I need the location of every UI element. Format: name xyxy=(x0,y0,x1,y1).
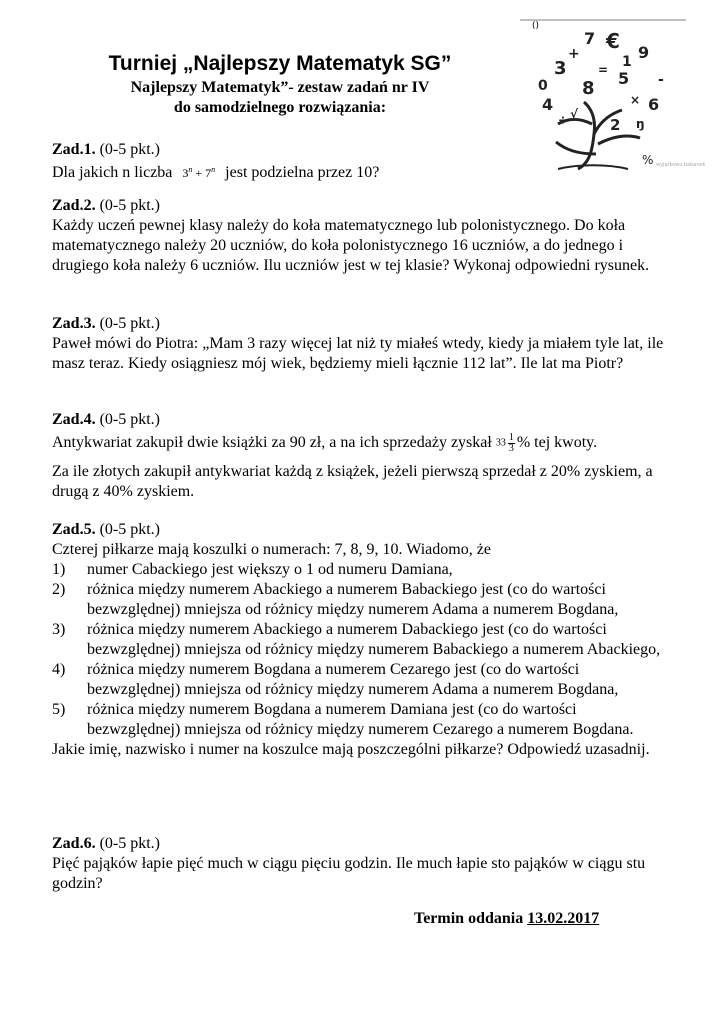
subtitle-line-2: do samodzielnego rozwiązania: xyxy=(173,99,387,116)
task-points: (0-5 pkt.) xyxy=(99,521,161,538)
task-points: (0-5 pkt.) xyxy=(99,197,161,214)
deadline-label: Termin oddania xyxy=(414,910,524,927)
list-item: 5) różnica między numerem Bogdana a numerem Damiana jest (co do wartości bezwzględnej) mniejsza od różnicy między numerem Cezarego a numerem Bogdana. xyxy=(52,701,634,738)
logo-glyph: + xyxy=(568,46,580,62)
logo-glyph: - xyxy=(658,72,664,88)
logo-glyph: 2 xyxy=(610,116,621,134)
logo-glyph: 8 xyxy=(582,78,595,99)
task-points: (0-5 pkt.) xyxy=(99,411,161,428)
task-points: (0-5 pkt.) xyxy=(99,141,161,158)
task-text: Każdy uczeń pewnej klasy należy do koła matematycznego lub polonistycznego. Do koła matematycznego należy 20 uczniów, do koła polonistycznego 16 uczniów, a do jednego i drugiego koła należy 6 uczniów. Ilu uczniów jest w tej klasie? Wykonaj odpowiedni rysunek. xyxy=(52,217,650,274)
task-6 xyxy=(52,834,672,894)
task-text: Za ile złotych zakupił antykwariat każdą z książek, jeżeli pierwszą sprzedał z 20% zyskiem, a drugą z 40% zyskiem. xyxy=(52,463,653,501)
logo-glyph: 7 xyxy=(584,29,596,48)
task-3 xyxy=(52,314,672,374)
logo-glyph: = xyxy=(598,63,609,77)
logo-glyph: √ xyxy=(570,107,579,121)
list-item: 3) różnica między numerem Abackiego a numerem Dabackiego jest (co do wartości bezwzględnej) mniejsza od różnicy między numerem Babackiego a numerem Abackiego, xyxy=(52,621,661,658)
logo-glyph: € xyxy=(606,29,620,53)
task-label: Zad.2. xyxy=(52,197,96,214)
task-label: Zad.4. xyxy=(52,411,96,428)
task-text: Antykwariat zakupił dwie książki za 90 zł, a na ich sprzedaży zyskał xyxy=(52,434,492,451)
mixed-number-whole: 33 xyxy=(495,437,506,449)
logo-glyph: 9 xyxy=(638,43,650,62)
task-points: (0-5 pkt.) xyxy=(99,315,161,332)
task-label: Zad.3. xyxy=(52,315,96,332)
logo-glyph: 4 xyxy=(542,95,554,114)
task-points: (0-5 pkt.) xyxy=(99,835,161,852)
deadline xyxy=(414,910,599,928)
list-item: 1) numer Cabackiego jest większy o 1 od numeru Damiana, xyxy=(52,561,453,578)
task-text: Dla jakich n liczba xyxy=(52,164,173,181)
logo-percent-glyph: % xyxy=(642,153,654,167)
subtitle-line-1: Najlepszy Matematyk”- zestaw zadań nr IV xyxy=(130,79,430,96)
task-1 xyxy=(52,140,672,183)
logo-watermark: wyjątkowo.babanek xyxy=(656,162,706,168)
tree-canopy-digits xyxy=(538,29,664,134)
page-subtitle xyxy=(90,78,470,118)
task-5 xyxy=(52,520,672,760)
list-item: 4) różnica między numerem Bogdana a numerem Cezarego jest (co do wartości bezwzględnej) mniejsza od różnicy między numerem Adama a numerem Bogdana, xyxy=(52,661,619,698)
task-2 xyxy=(52,196,672,276)
task-4 xyxy=(52,410,672,502)
page-title: Turniej „Najlepszy Matematyk SG” xyxy=(108,52,452,75)
task-text: Paweł mówi do Piotra: „Mam 3 razy więcej lat niż ty miałeś wtedy, kiedy ja miałem tyle lat, ile masz teraz. Kiedy osiągniesz mój wiek, będziemy mieli łącznie 112 lat”. Ile lat ma Piotr? xyxy=(52,335,664,372)
task-text: % tej kwoty. xyxy=(516,434,598,451)
logo-glyph: 1 xyxy=(622,54,632,70)
logo-glyph: ŋ xyxy=(636,117,645,131)
task-label: Zad.5. xyxy=(52,521,96,538)
math-expression: 3$^n$ + 7$^n$ xyxy=(182,165,216,180)
logo-glyph: ÷ xyxy=(558,113,569,127)
task-outro: Jakie imię, nazwisko i numer na koszulce mają poszczególni piłkarze? Odpowiedź uzasadnij. xyxy=(52,741,650,758)
task-intro: Czterej piłkarze mają koszulki o numerach: 7, 8, 9, 10. Wiadomo, że xyxy=(52,541,491,558)
task-label: Zad.6. xyxy=(52,835,96,852)
list-item: 2) różnica między numerem Abackiego a numerem Babackiego jest (co do wartości bezwzględnej) mniejsza od różnicy między numerem Adama a numerem Bogdana, xyxy=(52,581,619,618)
logo-glyph: 6 xyxy=(648,95,660,114)
logo-glyph: 3 xyxy=(554,58,567,79)
logo-glyph: × xyxy=(630,93,641,107)
task-label: Zad.1. xyxy=(52,141,96,158)
task-text: Pięć pająków łapie pięć much w ciągu pięciu godzin. Ile much łapie sto pająków w ciągu stu godzin? xyxy=(52,855,646,892)
mixed-number-fraction: $\frac{1}{3}$ xyxy=(508,431,514,454)
logo-glyph: 0 xyxy=(538,78,548,94)
deadline-date: 13.02.2017 xyxy=(527,910,600,927)
task-text: jest podzielna przez 10? xyxy=(225,164,380,181)
logo-glyph: 5 xyxy=(618,69,630,88)
logo-glyph: () xyxy=(532,21,540,31)
